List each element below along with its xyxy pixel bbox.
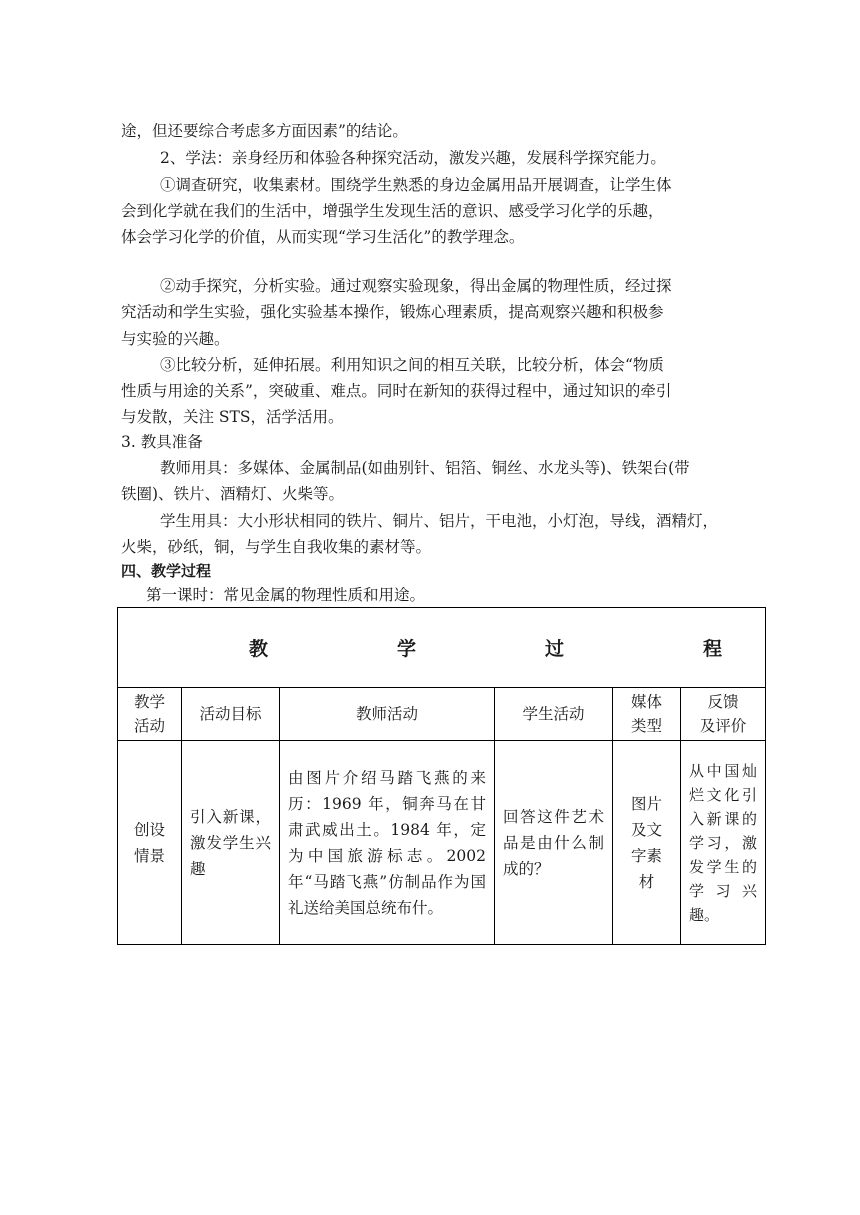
cell-activity: 创设 情景 xyxy=(118,741,182,945)
text-line: 铁圈)、铁片、酒精灯、火柴等。 xyxy=(121,485,345,503)
table-row xyxy=(118,741,766,945)
text-line: 究活动和学生实验，强化实验基本操作，锻炼心理素质，提高观察兴趣和积极参 xyxy=(121,303,664,321)
text-line: 途，但还要综合考虑多方面因素”的结论。 xyxy=(121,122,408,140)
text-line: 体会学习化学的价值，从而实现“学习生活化”的教学理念。 xyxy=(121,228,525,246)
text-line: 教师用具：多媒体、金属制品(如曲别针、铝箔、铜丝、水龙头等)、铁架台(带 xyxy=(160,459,690,477)
header-student: 学生活动 xyxy=(495,688,613,741)
cell-student: 回答这件艺术品是由什么制成的？ xyxy=(495,741,613,945)
section-heading: 3. 教具准备 xyxy=(121,433,203,451)
header-activity: 教学 活动 xyxy=(118,688,182,741)
table-header-row xyxy=(118,688,766,741)
header-media: 媒体 类型 xyxy=(613,688,681,741)
text-line: ②动手探究，分析实验。通过观察实验现象，得出金属的物理性质，经过探 xyxy=(160,277,672,295)
text-line: 与发散，关注 STS，活学活用。 xyxy=(121,408,344,426)
text-line: ③比较分析，延伸拓展。利用知识之间的相互关联，比较分析，体会“物质 xyxy=(160,356,664,374)
text-line: 性质与用途的关系”，突破重、难点。同时在新知的获得过程中，通过知识的牵引 xyxy=(121,382,672,400)
cell-media: 图片 及文 字素 材 xyxy=(613,741,681,945)
text-line: 火柴，砂纸，铜，与学生自我收集的素材等。 xyxy=(121,538,432,556)
table-title xyxy=(118,608,766,688)
title-char: 教 xyxy=(249,638,269,660)
header-goal: 活动目标 xyxy=(182,688,280,741)
title-char: 过 xyxy=(545,638,565,660)
cell-feedback: 从中国灿烂文化引入新课的学习，激发学生的学习兴趣。 xyxy=(681,741,766,945)
cell-teacher: 由图片介绍马踏飞燕的来历：1969 年，铜奔马在甘肃武威出土。1984 年，定为中国旅游标志。2002 年“马踏飞燕”仿制品作为国礼送给美国总统布什。 xyxy=(280,741,495,945)
header-teacher: 教师活动 xyxy=(280,688,495,741)
title-char: 学 xyxy=(397,638,417,660)
text-line: ①调查研究，收集素材。围绕学生熟悉的身边金属用品开展调查，让学生体 xyxy=(160,176,672,194)
text-line: 与实验的兴趣。 xyxy=(121,330,230,348)
cell-goal: 引入新课，激发学生兴趣 xyxy=(182,741,280,945)
text-line: 学生用具：大小形状相同的铁片、铜片、铝片，干电池，小灯泡，导线，酒精灯， xyxy=(160,512,719,530)
text-line: 会到化学就在我们的生活中，增强学生发现生活的意识、感受学习化学的乐趣， xyxy=(121,202,664,220)
teaching-process-table xyxy=(117,607,766,945)
title-char: 程 xyxy=(703,638,723,660)
header-feedback: 反馈 及评价 xyxy=(681,688,766,741)
lesson-line: 第一课时：常见金属的物理性质和用途。 xyxy=(146,586,426,604)
section-title: 四、教学过程 xyxy=(121,562,212,580)
text-line: 2、学法：亲身经历和体验各种探究活动，激发兴趣，发展科学探究能力。 xyxy=(160,149,666,167)
